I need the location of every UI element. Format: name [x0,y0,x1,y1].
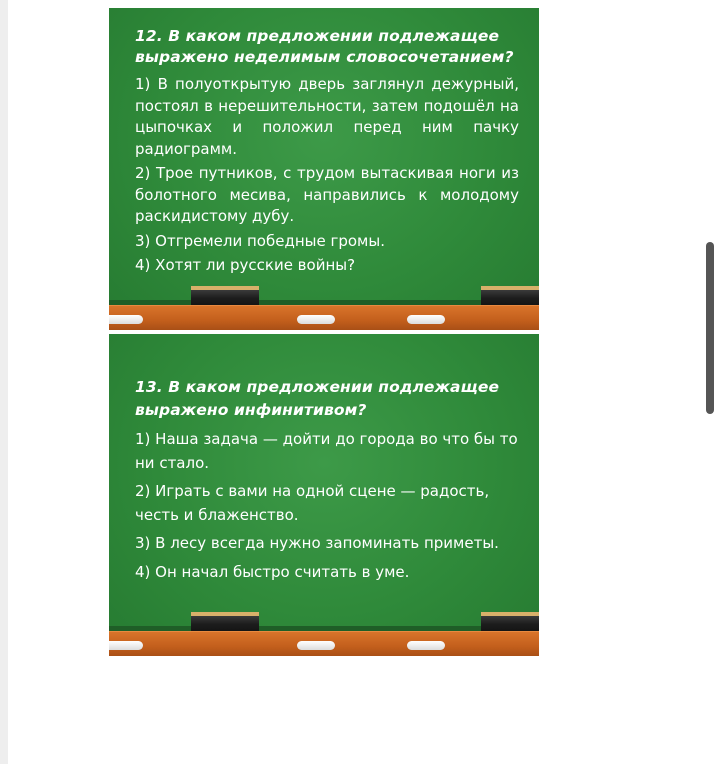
answer-option-2: 2) Трое путников, с трудом вытаскивая ноги из болотного месива, направились к молодому раскидистому дубу. [135,164,519,225]
chalk-tray [109,631,539,656]
answer-option-3: 3) В лесу всегда нужно запоминать приметы. [135,534,499,552]
answer-option-2: 2) Играть с вами на одной сцене — радость, честь и блаженство. [135,482,490,524]
chalk-icon [407,315,445,324]
answer-option-1: 1) В полуоткрытую дверь заглянул дежурный, постоял в нерешительности, затем подошёл на цыпочках и положил перед ним пачку радиограмм. [135,75,519,158]
slide-question-13 [109,334,539,656]
chalk-icon [109,641,143,650]
vertical-scrollbar[interactable] [706,242,714,414]
viewer-left-edge [0,0,8,764]
answer-option-4: 4) Он начал быстро считать в уме. [135,562,410,581]
answer-option-3: 3) Отгремели победные громы. [135,231,385,250]
slide-content [135,376,519,589]
chalk-icon [109,315,143,324]
slide-content [135,26,519,280]
chalk-icon [407,641,445,650]
chalk-icon [297,641,335,650]
chalk-tray [109,305,539,330]
question-title: 12. В каком предложении подлежащее выражено неделимым словосочетанием? [135,27,514,66]
question-title: 13. В каком предложении подлежащее выражено инфинитивом? [135,378,500,419]
chalk-icon [297,315,335,324]
slide-question-12 [109,8,539,330]
answer-option-1: 1) Наша задача — дойти до города во что бы то ни стало. [135,430,518,472]
answer-option-4: 4) Хотят ли русские войны? [135,256,356,274]
